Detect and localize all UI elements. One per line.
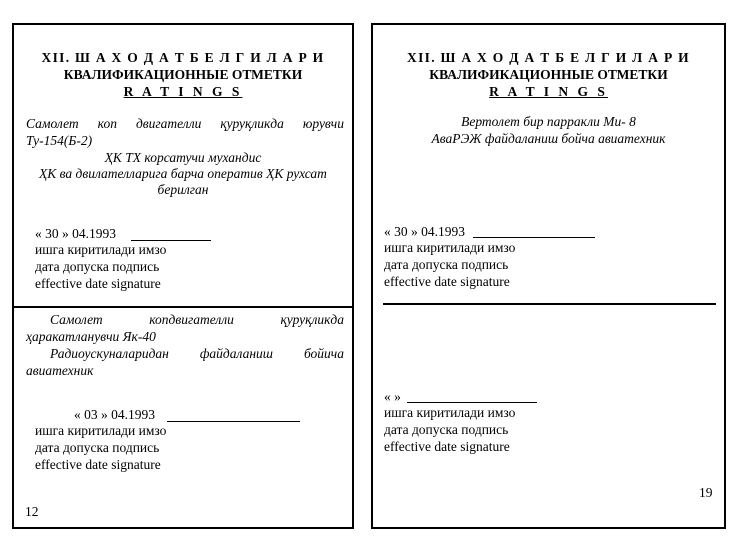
page-number: 19 [699,485,713,500]
header-subtitle: КВАЛИФИКАЦИОННЫЕ ОТМЕТКИ [429,67,668,82]
left-header [14,49,352,100]
right-signature-block-1 [384,239,515,290]
rating-line: АваРЭЖ файдаланиш бойча авиатехник [431,131,666,146]
right-signature-block-2 [384,404,515,455]
rating-line: ҲК ва двилателларига барча оператив ҲК рухсат [39,166,327,181]
right-page [371,23,726,529]
signature-line [407,402,537,403]
page-number: 12 [25,504,39,519]
section-divider [383,303,716,305]
sig-label-ru: дата допуска подпись [384,422,509,437]
left-date-1: « 30 » 04.1993 [35,226,116,241]
header-title: XII. Ш А Х О Д А Т Б Е Л Г И Л А Р И [41,50,325,65]
rating-line: Самолет копдвигателли қуруқликда [50,312,344,327]
header-title: XII. Ш А Х О Д А Т Б Е Л Г И Л А Р И [407,50,690,65]
left-signature-block-2 [35,422,166,473]
rating-line: авиатехник [26,363,94,378]
left-signature-block-1 [35,241,166,292]
header-subtitle: КВАЛИФИКАЦИОННЫЕ ОТМЕТКИ [63,67,303,82]
sig-label-en: effective date signature [35,276,161,291]
sig-label-ru: дата допуска подпись [35,440,160,455]
rating-line: ҲК ТХ корсатучи мухандис [104,150,262,165]
signature-line [167,421,300,422]
rating-line: Ту-154(Б-2) [26,133,93,148]
sig-label-uz: ишга киритилади имзо [35,242,167,257]
sig-label-uz: ишга киритилади имзо [384,405,516,420]
sig-label-ru: дата допуска подпись [384,257,509,272]
rating-line: ҳаракатланувчи Як-40 [26,329,156,344]
right-date-1: « 30 » 04.1993 [384,224,465,239]
signature-line [473,237,595,238]
section-divider [12,306,354,308]
sig-label-uz: ишга киритилади имзо [384,240,516,255]
rating-line: Самолет коп двигателли қуруқликда юрувчи [26,116,344,131]
rating-line: Радиоускуналаридан файдаланиш бойича [50,346,344,361]
right-header [373,49,724,100]
right-date-2: « » [384,389,401,404]
sig-label-uz: ишга киритилади имзо [35,423,167,438]
sig-label-en: effective date signature [384,274,510,289]
sig-label-en: effective date signature [35,457,161,472]
sig-label-ru: дата допуска подпись [35,259,160,274]
header-ratings: R A T I N G S [123,84,243,99]
rating-line: Вертолет бир парракли Ми- 8 [461,114,636,129]
sig-label-en: effective date signature [384,439,510,454]
rating-line: берилган [157,182,209,197]
header-ratings: R A T I N G S [489,84,608,99]
left-date-2: « 03 » 04.1993 [74,407,155,422]
left-page [12,23,354,529]
